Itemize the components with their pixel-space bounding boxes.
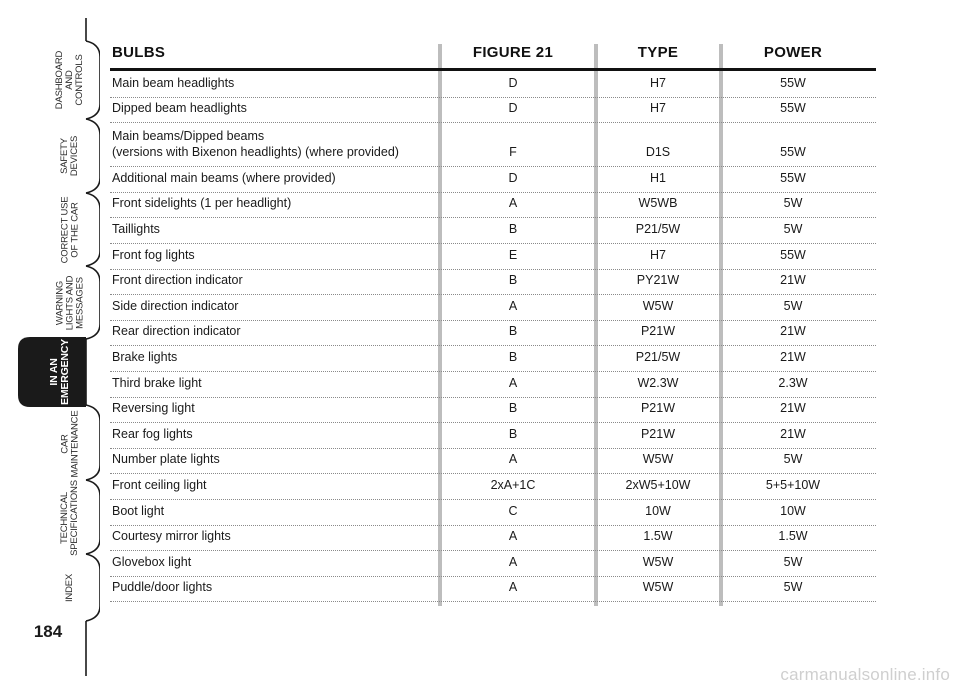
header-bulbs: BULBS xyxy=(112,44,166,61)
bulb-type-cell: D1S xyxy=(645,145,671,160)
table-row xyxy=(110,243,876,270)
bulb-type-cell: W5W xyxy=(642,580,674,595)
tab-dashboard-and-controls[interactable] xyxy=(30,48,110,112)
power-cell: 21W xyxy=(780,324,806,339)
tab-technical-specifications[interactable] xyxy=(30,480,110,556)
tab-label: WARNING LIGHTS AND MESSAGES xyxy=(54,275,85,331)
figure-ref-cell: 2xA+1C xyxy=(490,477,536,492)
bulb-name-cell: Rear direction indicator xyxy=(112,324,241,339)
bulb-type-cell: P21/5W xyxy=(635,349,681,364)
table-row xyxy=(110,576,876,603)
figure-ref-cell: A xyxy=(508,580,518,595)
tab-index[interactable] xyxy=(30,556,110,620)
bulb-name-cell: Puddle/door lights xyxy=(112,580,213,595)
figure-ref-cell: E xyxy=(508,247,518,262)
tab-in-an-emergency[interactable] xyxy=(20,340,100,404)
figure-ref-cell: B xyxy=(508,273,518,288)
bulb-type-cell: W5W xyxy=(642,554,674,569)
tab-safety-devices[interactable] xyxy=(30,124,110,188)
table-row xyxy=(110,448,876,475)
bulb-name-cell: Third brake light xyxy=(112,375,202,390)
figure-ref-cell: A xyxy=(508,554,518,569)
tab-label-active: IN AN EMERGENCY xyxy=(47,339,71,405)
bulb-type-cell: P21W xyxy=(640,426,676,441)
figure-ref-cell: A xyxy=(508,196,518,211)
power-cell: 5W xyxy=(783,221,803,236)
bulb-type-cell: 1.5W xyxy=(643,529,673,544)
power-cell: 21W xyxy=(780,273,806,288)
tab-label: CORRECT USE OF THE CAR xyxy=(59,196,80,264)
table-row xyxy=(110,97,876,124)
table-row xyxy=(110,71,876,98)
bulb-name-cell: Additional main beams (where provided) xyxy=(112,170,336,185)
tab-label: CAR MAINTENANCE xyxy=(58,410,80,478)
bulb-type-cell: H1 xyxy=(650,170,666,185)
table-row xyxy=(110,192,876,219)
figure-ref-cell: B xyxy=(508,426,518,441)
bulb-type-cell: W2.3W xyxy=(637,375,679,390)
bulb-name-cell: Taillights xyxy=(112,221,160,236)
power-cell: 55W xyxy=(780,247,806,262)
figure-ref-cell: D xyxy=(508,75,518,90)
bulb-type-cell: H7 xyxy=(650,247,666,262)
bulb-type-cell: P21W xyxy=(640,324,676,339)
tab-label: DASHBOARD AND CONTROLS xyxy=(53,50,85,110)
bulb-name-cell: Dipped beam headlights xyxy=(112,101,247,116)
figure-ref-cell: D xyxy=(508,170,518,185)
table-row xyxy=(110,550,876,577)
power-cell: 5W xyxy=(783,452,803,467)
power-cell: 10W xyxy=(780,503,806,518)
power-cell: 2.3W xyxy=(778,375,808,390)
table-row xyxy=(110,166,876,193)
power-cell: 55W xyxy=(780,170,806,185)
power-cell: 21W xyxy=(780,349,806,364)
bulb-name-cell: Brake lights xyxy=(112,349,178,364)
table-row xyxy=(110,269,876,296)
bulb-type-cell: W5W xyxy=(642,452,674,467)
figure-ref-cell: A xyxy=(508,452,518,467)
figure-ref-cell: B xyxy=(508,401,518,416)
table-row xyxy=(110,345,876,372)
bulb-name-cell: Number plate lights xyxy=(112,452,220,467)
figure-ref-cell: A xyxy=(508,298,518,313)
table-row xyxy=(110,122,876,167)
section-tab-strip xyxy=(0,0,100,692)
table-row xyxy=(110,320,876,347)
figure-ref-cell: B xyxy=(508,221,518,236)
bulb-name-cell: Front ceiling light xyxy=(112,477,207,492)
tab-label: SAFETY DEVICES xyxy=(59,135,80,177)
page-number: 184 xyxy=(33,622,63,641)
bulb-name-cell: Courtesy mirror lights xyxy=(112,529,231,544)
tab-warning-lights-and-messages[interactable] xyxy=(30,271,110,335)
figure-ref-cell: B xyxy=(508,324,518,339)
bulb-name-cell: Side direction indicator xyxy=(112,298,239,313)
table-row xyxy=(110,473,876,500)
bulb-type-cell: H7 xyxy=(650,75,666,90)
bulb-type-cell: PY21W xyxy=(636,273,680,288)
figure-ref-cell: F xyxy=(509,145,517,160)
table-row xyxy=(110,397,876,424)
bulb-name-cell: Front direction indicator xyxy=(112,273,243,288)
bulb-type-cell: 10W xyxy=(645,503,671,518)
table-row xyxy=(110,499,876,526)
table-row xyxy=(110,422,876,449)
bulb-type-cell: P21W xyxy=(640,401,676,416)
figure-ref-cell: A xyxy=(508,529,518,544)
table-row xyxy=(110,217,876,244)
bulb-name-cell: Main beams/Dipped beams (versions with Bixenon headlights) (where provided) xyxy=(112,129,399,160)
bulb-type-cell: W5W xyxy=(642,298,674,313)
header-type: TYPE xyxy=(637,44,679,61)
power-cell: 5W xyxy=(783,196,803,211)
power-cell: 1.5W xyxy=(778,529,808,544)
bulb-type-cell: P21/5W xyxy=(635,221,681,236)
power-cell: 55W xyxy=(780,145,806,160)
header-power: POWER xyxy=(763,44,823,61)
bulb-type-cell: 2xW5+10W xyxy=(625,477,691,492)
figure-ref-cell: D xyxy=(508,101,518,116)
figure-ref-cell: A xyxy=(508,375,518,390)
tab-correct-use-of-the-car[interactable] xyxy=(30,198,110,262)
figure-ref-cell: C xyxy=(508,503,518,518)
bulb-type-cell: H7 xyxy=(650,101,666,116)
bulb-name-cell: Rear fog lights xyxy=(112,426,193,441)
bulb-name-cell: Front fog lights xyxy=(112,247,195,262)
tab-label: TECHNICAL SPECIFICATIONS xyxy=(59,480,80,556)
power-cell: 55W xyxy=(780,75,806,90)
bulb-name-cell: Reversing light xyxy=(112,401,195,416)
bulb-name-cell: Front sidelights (1 per headlight) xyxy=(112,196,292,211)
tab-label: INDEX xyxy=(63,573,75,603)
header-figure: FIGURE 21 xyxy=(472,44,554,61)
bulb-name-cell: Boot light xyxy=(112,503,165,518)
tab-car-maintenance[interactable] xyxy=(30,412,110,476)
power-cell: 5W xyxy=(783,580,803,595)
power-cell: 21W xyxy=(780,426,806,441)
table-row xyxy=(110,525,876,552)
bulb-type-cell: W5WB xyxy=(638,196,678,211)
power-cell: 5+5+10W xyxy=(765,477,821,492)
power-cell: 5W xyxy=(783,554,803,569)
bulb-name-cell: Main beam headlights xyxy=(112,75,235,90)
power-cell: 5W xyxy=(783,298,803,313)
power-cell: 21W xyxy=(780,401,806,416)
figure-ref-cell: B xyxy=(508,349,518,364)
power-cell: 55W xyxy=(780,101,806,116)
table-row xyxy=(110,294,876,321)
table-row xyxy=(110,371,876,398)
watermark: carmanualsonline.info xyxy=(780,665,950,684)
bulb-name-cell: Glovebox light xyxy=(112,554,192,569)
